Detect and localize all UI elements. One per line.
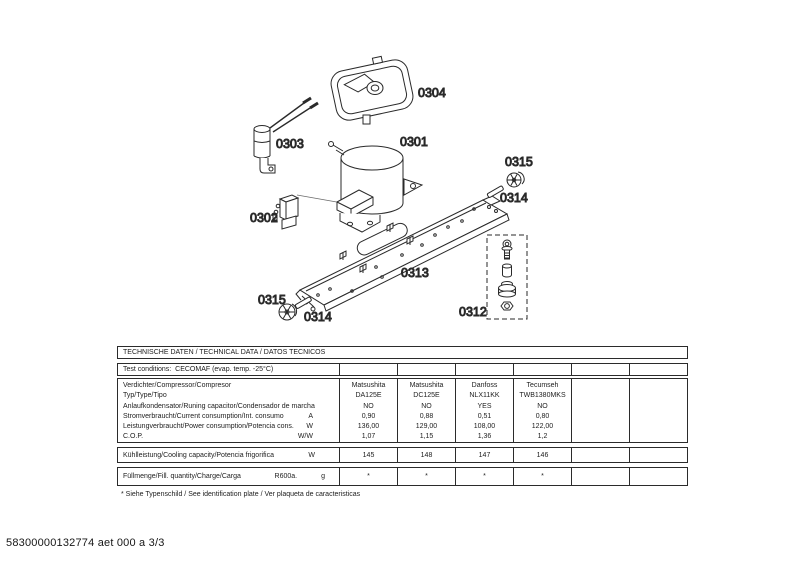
part-label-0302: 0302 (250, 211, 278, 225)
part-label-0313: 0313 (401, 266, 429, 280)
fill-label: Füllmenge/Fill. quantity/Charge/Carga (123, 473, 241, 480)
spec-cell: 1,15 (419, 433, 434, 441)
spec-cell (572, 432, 629, 442)
spec-cell: NO (537, 402, 548, 410)
fill-refrigerant: R600a. (274, 473, 298, 480)
test-cell (397, 364, 455, 375)
spec-cell: 0,90 (361, 412, 376, 420)
spec-row-label: Typ/Type/Tipo (123, 392, 167, 400)
part-mounting-rail-0313 (296, 196, 509, 311)
spec-column-matsushita-dc125e (397, 379, 455, 442)
spec-cell (630, 381, 687, 391)
spec-cell: DC125E (413, 392, 440, 400)
part-label-0301: 0301 (400, 135, 428, 149)
part-label-0314-right: 0314 (500, 191, 528, 205)
spec-cell: 0,80 (535, 412, 550, 420)
cooling-label-cell (118, 448, 339, 462)
part-compressor-0301 (329, 142, 423, 233)
fill-cell: * (339, 468, 397, 485)
spec-column-empty-1 (571, 379, 629, 442)
spec-row-label: C.O.P. (123, 433, 144, 441)
spec-cell (630, 402, 687, 412)
parts-diagram (230, 55, 550, 345)
spec-cell (630, 422, 687, 432)
document-number: 58300000132774 aet 000 a 3/3 (6, 537, 165, 549)
part-grommet-0315-right (507, 172, 524, 187)
table-title: TECHNISCHE DATEN / TECHNICAL DATA / DATOS TECNICOS (123, 349, 326, 356)
spec-cell: 0,51 (477, 412, 492, 420)
cooling-cell: 147 (455, 448, 513, 462)
spec-cell (572, 422, 629, 432)
part-label-0304: 0304 (418, 86, 446, 100)
spec-row-label: Leistungverbraucht/Power consumption/Potencia cons. (123, 423, 294, 431)
spec-cell: NO (421, 402, 432, 410)
spec-cell: 122,00 (531, 423, 554, 431)
part-label-0315-right: 0315 (505, 155, 533, 169)
spec-cell: 1,07 (361, 433, 376, 441)
spec-row-unit: W/W (297, 433, 313, 441)
cooling-cell: 146 (513, 448, 571, 462)
cooling-cell: 145 (339, 448, 397, 462)
spec-row-label: Anlaufkondensator/Runing capacitor/Condensador de marcha (123, 402, 315, 410)
spec-cell: Tecumseh (526, 382, 559, 389)
test-conditions-row (117, 363, 688, 376)
fill-cell: * (397, 468, 455, 485)
part-mounting-cover-0304 (327, 55, 415, 124)
spec-cell (630, 391, 687, 401)
spec-cell: TWB1380MKS (519, 392, 566, 400)
test-cell (629, 364, 687, 375)
part-label-0315-bottom: 0315 (258, 293, 286, 307)
test-cell (339, 364, 397, 375)
fill-unit: g (321, 473, 325, 480)
spec-label-column (118, 379, 339, 442)
spec-cell: NLX11KK (469, 392, 500, 400)
test-cell (571, 364, 629, 375)
spec-row-unit: W (306, 423, 313, 431)
test-conditions-label: Test conditions: CECOMAF (evap. temp. -25°C) (123, 366, 274, 373)
spec-cell: Matsushita (409, 382, 444, 389)
fill-cell: * (513, 468, 571, 485)
spec-cell: NO (363, 402, 374, 410)
cooling-cell (629, 448, 687, 462)
cooling-label: Kühlleistung/Cooling capacity/Potencia frigorifica (123, 451, 274, 459)
spec-column-danfoss-nlx11kk (455, 379, 513, 442)
part-capacitor-0303 (254, 98, 318, 173)
fill-cell (571, 468, 629, 485)
spec-cell (572, 402, 629, 412)
cooling-cell: 148 (397, 448, 455, 462)
table-title-box (117, 346, 688, 359)
spec-cell: Matsushita (351, 382, 386, 389)
spec-row-unit: A (308, 412, 313, 420)
fill-quantity-row (117, 467, 688, 486)
test-cell (455, 364, 513, 375)
spec-cell: 108,00 (473, 423, 496, 431)
spec-row-label: Verdichter/Compressor/Compresor (123, 382, 232, 389)
footnote: * Siehe Typenschild / See identification plate / Ver plaqueta de caracteristicas (121, 491, 361, 498)
spec-cell: 129,00 (415, 423, 438, 431)
spec-cell (630, 412, 687, 422)
spec-cell: 1,2 (537, 433, 548, 441)
spec-cell: 136,00 (357, 423, 380, 431)
part-fastener-kit-0312 (487, 235, 527, 319)
part-label-0314-bottom: 0314 (304, 310, 332, 324)
spec-cell (572, 412, 629, 422)
fill-cell: * (455, 468, 513, 485)
cooling-cell (571, 448, 629, 462)
spec-cell: 0,88 (419, 412, 434, 420)
cooling-unit: W (308, 451, 315, 459)
part-label-0303: 0303 (276, 137, 304, 151)
part-label-0312: 0312 (459, 305, 487, 319)
fill-cell (629, 468, 687, 485)
spec-cell (572, 391, 629, 401)
cooling-capacity-row (117, 447, 688, 463)
spec-cell: 1,36 (477, 433, 492, 441)
spec-column-tecumseh-twb1380mks (513, 379, 571, 442)
spec-column-matsushita-da125e (339, 379, 397, 442)
spec-cell: DA125E (355, 392, 382, 400)
spec-cell: Danfoss (471, 382, 498, 389)
compressor-spec-box (117, 378, 688, 443)
fill-label-cell (118, 468, 339, 485)
spec-cell: YES (477, 402, 492, 410)
spec-column-empty-2 (629, 379, 687, 442)
spec-cell (572, 381, 629, 391)
spec-cell (630, 432, 687, 442)
test-cell (513, 364, 571, 375)
spec-row-label: Stromverbraucht/Current consumption/Int. consumo (123, 412, 284, 420)
